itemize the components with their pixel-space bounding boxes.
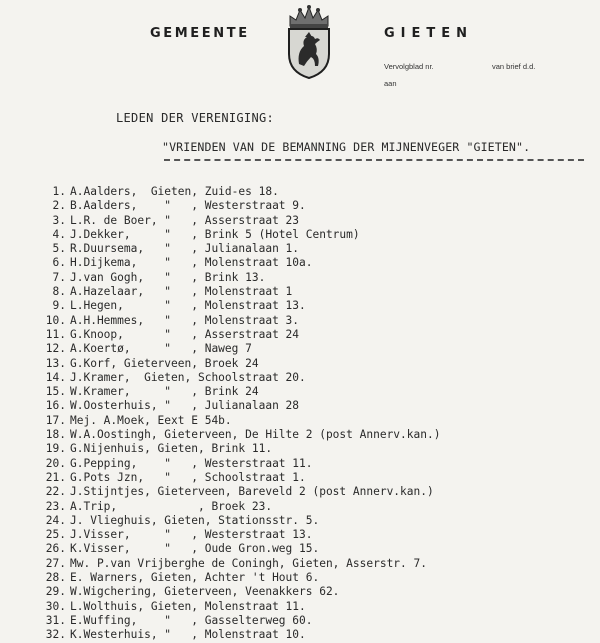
- member-entry: A.Aalders, Gieten, Zuid-es 18.: [70, 185, 279, 198]
- member-entry: L.Hegen, " , Molenstraat 13.: [70, 299, 306, 313]
- member-entry: J.Visser, " , Westerstraat 13.: [70, 528, 313, 542]
- member-number: 18.: [45, 428, 66, 442]
- member-row: [10, 199, 595, 213]
- member-row: [10, 342, 595, 356]
- member-number: 13.: [45, 356, 66, 370]
- member-list: [10, 185, 595, 643]
- member-row: [10, 614, 595, 628]
- member-row: [10, 328, 595, 342]
- member-entry: K.Visser, " , Oude Gron.weg 15.: [70, 542, 320, 556]
- member-entry: W.Oosterhuis, " , Julianalaan 28: [70, 399, 300, 413]
- member-entry: A.H.Hemmes, " , Molenstraat 3.: [70, 313, 300, 327]
- member-row: [10, 357, 595, 371]
- member-entry: Mw. P.van Vrijberghe de Coningh, Gieten, Asserstr. 7.: [70, 556, 427, 570]
- member-row: [10, 442, 595, 456]
- member-entry: K.Westerhuis, " , Molenstraat 10.: [70, 628, 306, 642]
- member-number: 28.: [45, 571, 66, 585]
- list-heading: LEDEN DER VERENIGING:: [116, 111, 275, 125]
- member-row: [10, 314, 595, 328]
- member-number: 30.: [45, 599, 66, 613]
- member-entry: R.Duursema, " , Julianalaan 1.: [70, 242, 300, 256]
- member-row: [10, 399, 595, 413]
- member-row: [10, 514, 595, 528]
- member-number: 22.: [45, 485, 66, 499]
- member-number: 10.: [45, 313, 66, 327]
- member-entry: L.Wolthuis, Gieten, Molenstraat 11.: [70, 599, 306, 613]
- municipal-crest-icon: [282, 4, 336, 80]
- member-number: 17.: [45, 413, 66, 427]
- member-entry: A.Koertø, " , Naweg 7: [70, 342, 252, 356]
- member-number: 4.: [52, 227, 66, 241]
- member-number: 20.: [45, 456, 66, 470]
- member-entry: E.Wuffing, " , Gasselterweg 60.: [70, 613, 313, 627]
- member-row: [10, 299, 595, 313]
- member-number: 19.: [45, 442, 66, 456]
- member-entry: L.R. de Boer, " , Asserstraat 23: [70, 213, 300, 227]
- association-name-underline: [164, 159, 584, 161]
- member-row: [10, 228, 595, 242]
- member-number: 16.: [45, 399, 66, 413]
- member-number: 11.: [45, 327, 66, 341]
- member-number: 26.: [45, 542, 66, 556]
- member-row: [10, 285, 595, 299]
- member-number: 29.: [45, 585, 66, 599]
- member-number: 1.: [52, 185, 66, 198]
- member-row: [10, 557, 595, 571]
- member-entry: G.Knoop, " , Asserstraat 24: [70, 327, 300, 341]
- member-entry: H.Dijkema, " , Molenstraat 10a.: [70, 256, 313, 270]
- member-entry: E. Warners, Gieten, Achter 't Hout 6.: [70, 571, 320, 585]
- member-row: [10, 528, 595, 542]
- member-row: [10, 585, 595, 599]
- member-row: [10, 542, 595, 556]
- member-number: 14.: [45, 370, 66, 384]
- member-number: 8.: [52, 285, 66, 299]
- member-entry: W.Wigchering, Gieterveen, Veenakkers 62.: [70, 585, 340, 599]
- member-row: [10, 500, 595, 514]
- member-row: [10, 214, 595, 228]
- member-row: [10, 242, 595, 256]
- member-row: [10, 457, 595, 471]
- member-row: [10, 571, 595, 585]
- member-row: [10, 185, 595, 199]
- member-number: 32.: [45, 628, 66, 642]
- member-entry: J.van Gogh, " , Brink 13.: [70, 270, 266, 284]
- member-entry: J.Dekker, " , Brink 5 (Hotel Centrum): [70, 227, 360, 241]
- van-brief-label: van brief d.d.: [492, 62, 536, 71]
- letterhead-gieten: GIETEN: [384, 26, 474, 41]
- member-entry: J.Stijntjes, Gieterveen, Bareveld 2 (post Annerv.kan.): [70, 485, 434, 499]
- member-number: 2.: [52, 199, 66, 213]
- member-row: [10, 271, 595, 285]
- letterhead-gemeente: GEMEENTE: [150, 26, 250, 41]
- member-entry: G.Pepping, " , Westerstraat 11.: [70, 456, 313, 470]
- member-entry: W.A.Oostingh, Gieterveen, De Hilte 2 (post Annerv.kan.): [70, 428, 441, 442]
- member-entry: A.Trip, , Broek 23.: [70, 499, 273, 513]
- member-number: 31.: [45, 613, 66, 627]
- member-row: [10, 471, 595, 485]
- member-number: 24.: [45, 513, 66, 527]
- member-entry: J. Vlieghuis, Gieten, Stationsstr. 5.: [70, 513, 320, 527]
- member-number: 21.: [45, 470, 66, 484]
- member-number: 7.: [52, 270, 66, 284]
- member-row: [10, 414, 595, 428]
- association-name: "VRIENDEN VAN DE BEMANNING DER MIJNENVEGER "GIETEN".: [162, 140, 531, 154]
- member-entry: J.Kramer, Gieten, Schoolstraat 20.: [70, 370, 306, 384]
- aan-label: aan: [384, 79, 397, 88]
- member-number: 12.: [45, 342, 66, 356]
- member-entry: W.Kramer, " , Brink 24: [70, 385, 259, 399]
- member-row: [10, 256, 595, 270]
- member-row: [10, 628, 595, 642]
- member-number: 25.: [45, 528, 66, 542]
- member-number: 3.: [52, 213, 66, 227]
- member-number: 27.: [45, 556, 66, 570]
- member-entry: G.Pots Jzn, " , Schoolstraat 1.: [70, 470, 306, 484]
- member-row: [10, 600, 595, 614]
- vervolgblad-label: Vervolgblad nr.: [384, 62, 434, 71]
- member-row: [10, 385, 595, 399]
- member-row: [10, 371, 595, 385]
- member-entry: G.Korf, Gieterveen, Broek 24: [70, 356, 259, 370]
- member-number: 5.: [52, 242, 66, 256]
- member-row: [10, 428, 595, 442]
- member-row: [10, 485, 595, 499]
- member-number: 9.: [52, 299, 66, 313]
- member-entry: A.Hazelaar, " , Molenstraat 1: [70, 285, 293, 299]
- member-entry: B.Aalders, " , Westerstraat 9.: [70, 199, 306, 213]
- member-number: 6.: [52, 256, 66, 270]
- member-entry: Mej. A.Moek, Eext E 54b.: [70, 413, 232, 427]
- member-number: 15.: [45, 385, 66, 399]
- member-entry: G.Nijenhuis, Gieten, Brink 11.: [70, 442, 273, 456]
- member-number: 23.: [45, 499, 66, 513]
